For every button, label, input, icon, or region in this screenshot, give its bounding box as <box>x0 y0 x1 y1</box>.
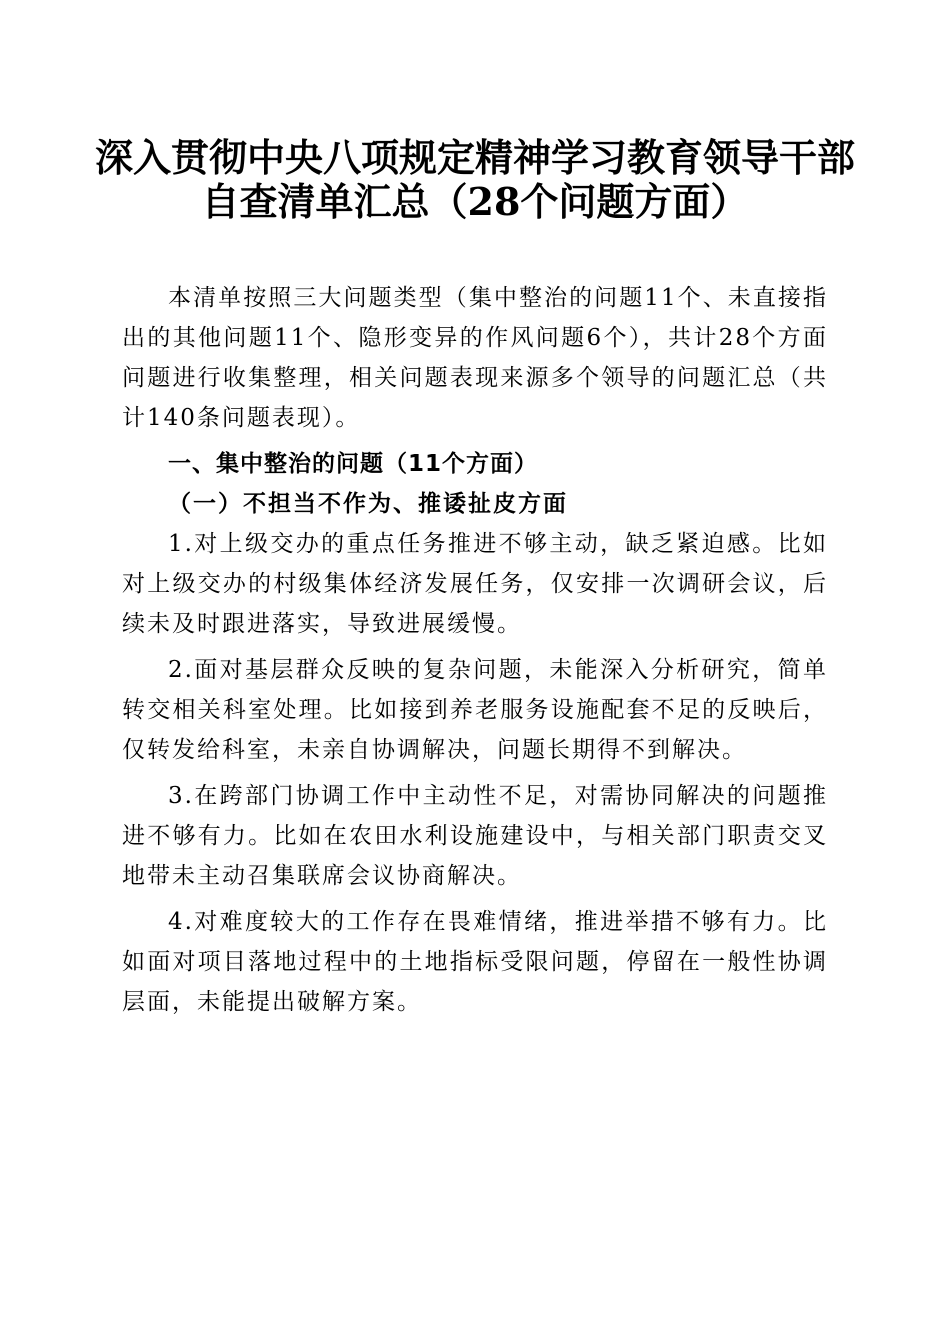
list-item-2: 2.面对基层群众反映的复杂问题，未能深入分析研究，简单转交相关科室处理。比如接到养老服务设施配套不足的反映后，仅转发给科室，未亲自协调解决，问题长期得不到解决。 <box>122 657 828 763</box>
title-line-1: 深入贯彻中央八项规定精神学习教育领导干部 <box>94 135 855 180</box>
document-title <box>90 136 860 224</box>
document-body <box>122 278 828 1022</box>
title-line-2: 自查清单汇总（28个问题方面） <box>201 179 749 224</box>
section-heading: 一、集中整治的问题（11个方面） <box>168 451 539 477</box>
intro-paragraph: 本清单按照三大问题类型（集中整治的问题11个、未直接指出的其他问题11个、隐形变异的作风问题6个），共计28个方面问题进行收集整理，相关问题表现来源多个领导的问题汇总（共计140条问题表现）。 <box>122 285 828 431</box>
list-item-1: 1.对上级交办的重点任务推进不够主动，缺乏紧迫感。比如对上级交办的村级集体经济发展任务，仅安排一次调研会议，后续未及时跟进落实，导致进展缓慢。 <box>122 531 828 637</box>
subsection-heading: （一）不担当不作为、推诿扯皮方面 <box>168 490 568 517</box>
list-item-4: 4.对难度较大的工作存在畏难情绪，推进举措不够有力。比如面对项目落地过程中的土地指标受限问题，停留在一般性协调层面，未能提出破解方案。 <box>122 909 828 1015</box>
list-item-3: 3.在跨部门协调工作中主动性不足，对需协同解决的问题推进不够有力。比如在农田水利设施建设中，与相关部门职责交叉地带未主动召集联席会议协商解决。 <box>122 783 828 889</box>
